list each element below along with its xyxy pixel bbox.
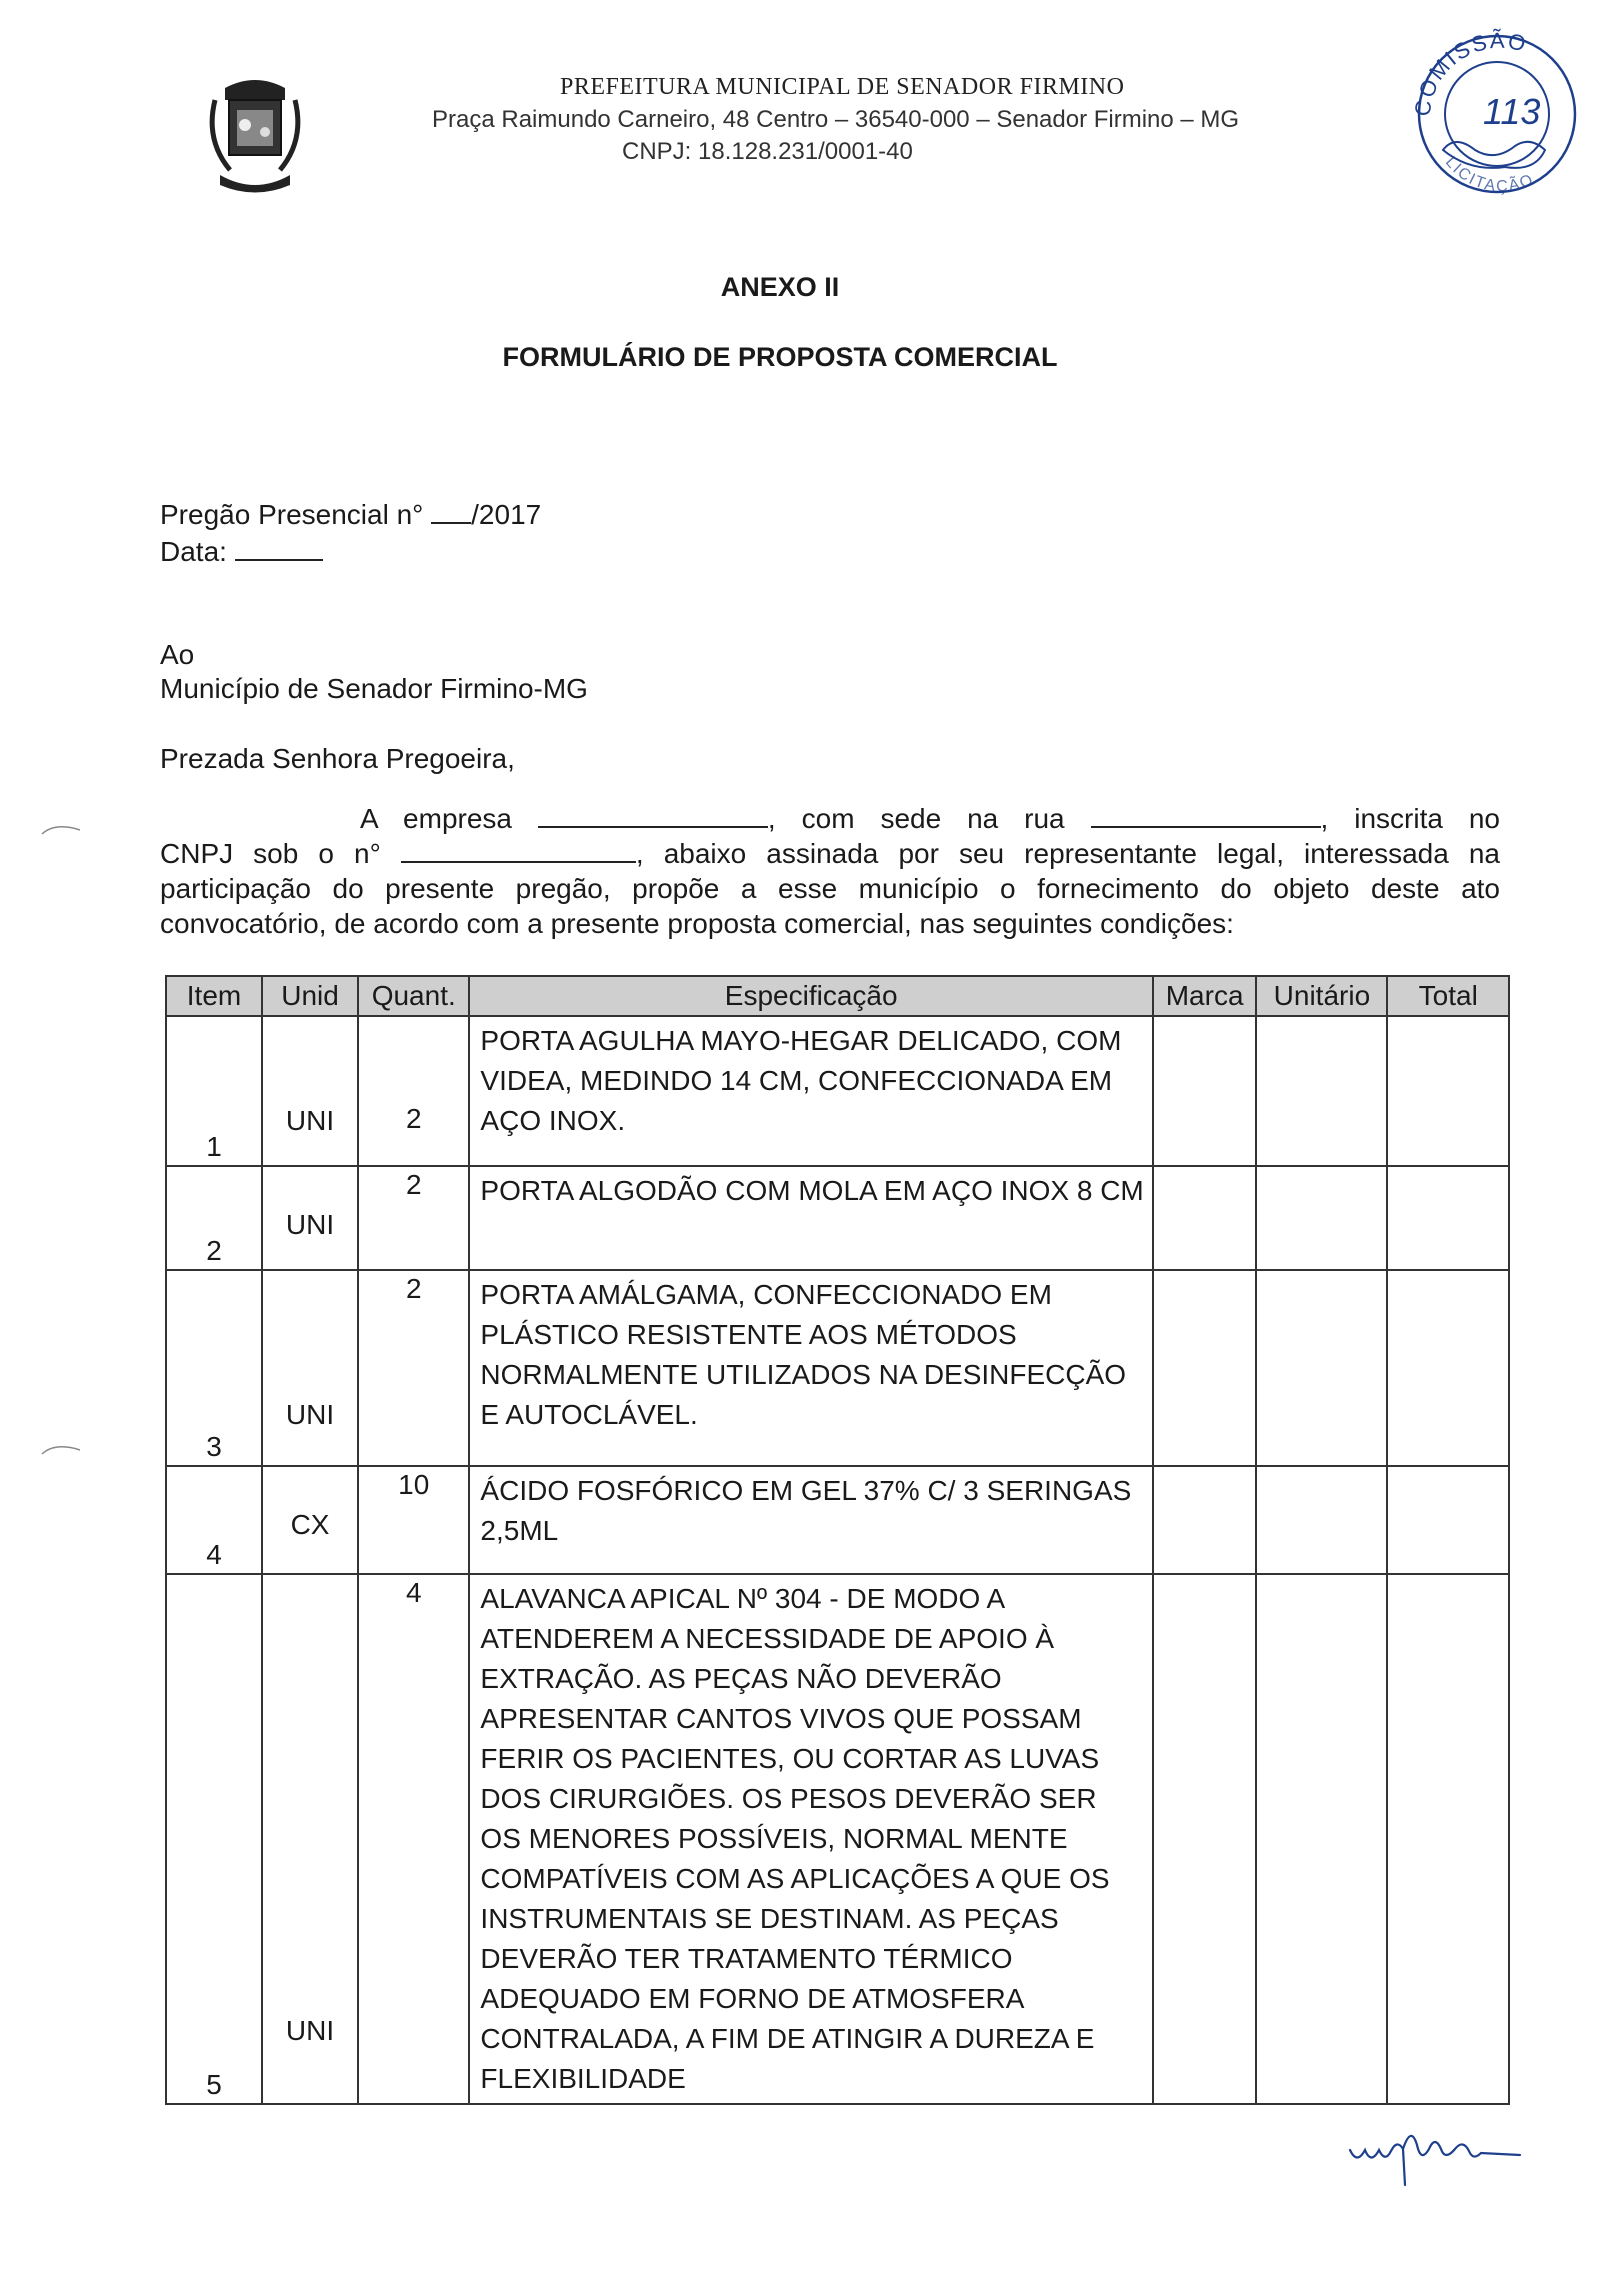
unitario-cell[interactable] — [1256, 1270, 1387, 1466]
pregao-label: Pregão Presencial n° — [160, 499, 424, 530]
stamp-number: 113 — [1483, 91, 1541, 132]
annex-heading: ANEXO II — [720, 272, 840, 302]
margin-mark-icon — [40, 820, 85, 840]
col-header-unid: Unid — [262, 976, 358, 1016]
marca-cell[interactable] — [1153, 1574, 1256, 2104]
cnpj-field[interactable] — [401, 837, 636, 863]
marca-cell[interactable] — [1153, 1466, 1256, 1574]
paragraph-line-1: A empresa , com sede na rua , inscrita no — [360, 803, 1501, 834]
paragraph-line-2: CNPJ sob o n° , abaixo assinada por seu representante legal, interessada na — [160, 838, 1500, 869]
header-cnpj: CNPJ: 18.128.231/0001-40 — [622, 138, 913, 165]
date-field[interactable] — [235, 535, 323, 561]
col-header-marca: Marca — [1153, 976, 1256, 1016]
pregao-year: /2017 — [471, 499, 542, 530]
marca-cell[interactable] — [1153, 1270, 1256, 1466]
quant-cell: 4 — [358, 1574, 469, 2104]
total-cell[interactable] — [1387, 1466, 1509, 1574]
recipient-line-1: Ao — [160, 639, 195, 670]
unid-cell: CX — [262, 1466, 358, 1574]
unid-cell: UNI — [262, 1016, 358, 1166]
handwritten-signature — [1345, 2115, 1525, 2195]
item-number-cell: 1 — [166, 1016, 262, 1166]
col-header-total: Total — [1387, 976, 1509, 1016]
item-number-cell: 5 — [166, 1574, 262, 2104]
street-field[interactable] — [1091, 802, 1321, 828]
date-line — [160, 534, 323, 570]
recipient-line-2: Município de Senador Firmino-MG — [160, 673, 588, 704]
unid-cell: UNI — [262, 1166, 358, 1270]
total-cell[interactable] — [1387, 1574, 1509, 2104]
table-row — [166, 1270, 1509, 1466]
table-row — [166, 1016, 1509, 1166]
item-number-cell: 4 — [166, 1466, 262, 1574]
unitario-cell[interactable] — [1256, 1574, 1387, 2104]
marca-cell[interactable] — [1153, 1016, 1256, 1166]
total-cell[interactable] — [1387, 1016, 1509, 1166]
col-header-quant: Quant. — [358, 976, 469, 1016]
margin-mark-icon — [40, 1440, 85, 1460]
company-field[interactable] — [538, 802, 768, 828]
quant-cell: 2 — [358, 1166, 469, 1270]
quant-cell: 2 — [358, 1016, 469, 1166]
unitario-cell[interactable] — [1256, 1016, 1387, 1166]
quant-cell: 10 — [358, 1466, 469, 1574]
table-row — [166, 1574, 1509, 2104]
spec-cell: PORTA ALGODÃO COM MOLA EM AÇO INOX 8 CM — [469, 1166, 1153, 1270]
paragraph-line-4: convocatório, de acordo com a presente proposta comercial, nas seguintes condições: — [160, 908, 1234, 939]
table-row — [166, 1166, 1509, 1270]
unitario-cell[interactable] — [1256, 1166, 1387, 1270]
paragraph-line-3: participação do presente pregão, propõe a esse município o fornecimento do objeto deste ato — [160, 873, 1500, 904]
commission-stamp — [1395, 22, 1595, 202]
unitario-cell[interactable] — [1256, 1466, 1387, 1574]
total-cell[interactable] — [1387, 1270, 1509, 1466]
header-title: PREFEITURA MUNICIPAL DE SENADOR FIRMINO — [560, 74, 1125, 100]
greeting: Prezada Senhora Pregoeira, — [160, 743, 515, 774]
header-address: Praça Raimundo Carneiro, 48 Centro – 36540-000 – Senador Firmino – MG — [432, 106, 1240, 133]
stamp-bottom-text: LICITAÇÃO — [1441, 153, 1538, 196]
col-header-unitario: Unitário — [1256, 976, 1387, 1016]
item-number-cell: 2 — [166, 1166, 262, 1270]
col-header-spec: Especificação — [469, 976, 1153, 1016]
table-header-row — [166, 976, 1509, 1016]
total-cell[interactable] — [1387, 1166, 1509, 1270]
unid-cell: UNI — [262, 1270, 358, 1466]
marca-cell[interactable] — [1153, 1166, 1256, 1270]
spec-cell: ALAVANCA APICAL Nº 304 - DE MODO A ATENDEREM A NECESSIDADE DE APOIO À EXTRAÇÃO. AS PEÇAS NÃO DEVERÃO APRESENTAR CANTOS VIVOS QUE POSSAM FERIR OS PACIENTES, OU CORTAR AS LUVAS DOS CIRURGIÕES. OS PESOS DEVERÃO SER OS MENORES POSSÍVEIS, NORMAL MENTE COMPATÍVEIS COM AS APLICAÇÕES A QUE OS INSTRUMENTAIS SE DESTINAM. AS PEÇAS DEVERÃO TER TRATAMENTO TÉRMICO ADEQUADO EM FORNO DE ATMOSFERA CONTRALADA, A FIM DE ATINGIR A DUREZA E FLEXIBILIDADE — [469, 1574, 1153, 2104]
unid-cell: UNI — [262, 1574, 358, 2104]
quant-cell: 2 — [358, 1270, 469, 1466]
date-label: Data: — [160, 536, 227, 567]
pregao-line — [160, 497, 541, 533]
spec-cell: PORTA AGULHA MAYO-HEGAR DELICADO, COM VIDEA, MEDINDO 14 CM, CONFECCIONADA EM AÇO INOX. — [469, 1016, 1153, 1166]
form-title: FORMULÁRIO DE PROPOSTA COMERCIAL — [502, 342, 1058, 372]
municipal-crest-icon — [205, 70, 305, 200]
table-row — [166, 1466, 1509, 1574]
spec-cell: PORTA AMÁLGAMA, CONFECCIONADO EM PLÁSTICO RESISTENTE AOS MÉTODOS NORMALMENTE UTILIZADOS NA DESINFECÇÃO E AUTOCLÁVEL. — [469, 1270, 1153, 1466]
item-number-cell: 3 — [166, 1270, 262, 1466]
col-header-item: Item — [166, 976, 262, 1016]
stamp-top-text: COMISSÃO — [1409, 27, 1530, 118]
items-table — [165, 975, 1510, 2105]
proposal-paragraph — [160, 801, 1500, 941]
spec-cell: ÁCIDO FOSFÓRICO EM GEL 37% C/ 3 SERINGAS 2,5ML — [469, 1466, 1153, 1574]
pregao-number-field[interactable] — [431, 498, 471, 524]
